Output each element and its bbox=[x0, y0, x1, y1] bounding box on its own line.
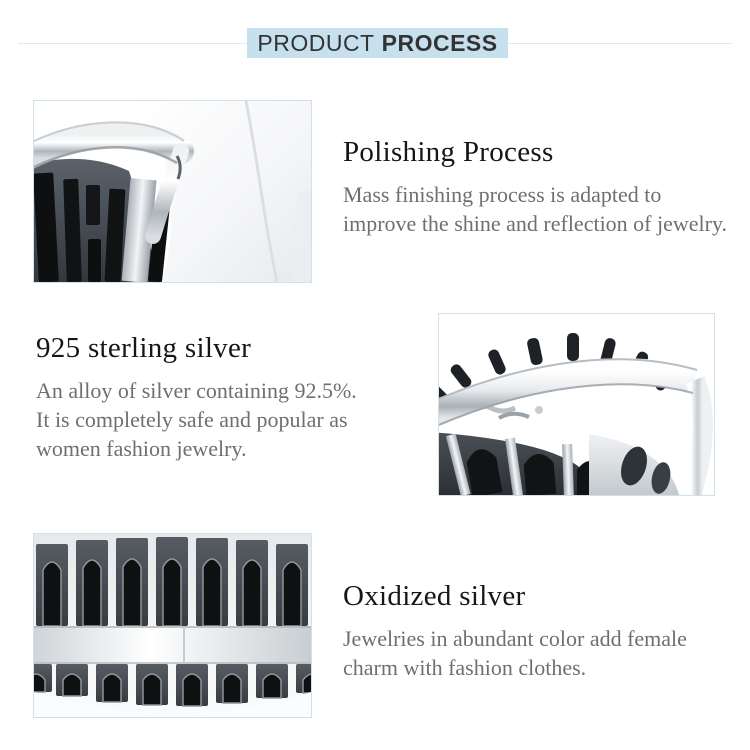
header-title-bold: PROCESS bbox=[381, 29, 498, 56]
body-line: Mass finishing process is adapted to bbox=[343, 182, 662, 207]
polishing-section-text bbox=[343, 136, 727, 238]
body-line: improve the shine and reflection of jewelry. bbox=[343, 211, 728, 236]
sterling-heading: 925 sterling silver bbox=[36, 332, 252, 364]
oxidized-section-text bbox=[343, 580, 687, 682]
polishing-heading: Polishing Process bbox=[343, 136, 554, 168]
body-line: It is completely safe and popular as bbox=[36, 407, 348, 432]
body-line: An alloy of silver containing 92.5%. bbox=[36, 378, 357, 403]
section-header-banner bbox=[247, 28, 508, 58]
body-line: charm with fashion clothes. bbox=[343, 655, 587, 680]
sterling-section-text bbox=[36, 332, 357, 463]
polished-charm-graphic bbox=[34, 101, 311, 282]
oxidized-silver-image bbox=[33, 533, 312, 718]
header-title-regular: PRODUCT bbox=[257, 29, 375, 56]
sterling-silver-image bbox=[438, 313, 715, 496]
sterling-body bbox=[36, 376, 357, 463]
polishing-process-image bbox=[33, 100, 312, 283]
body-line: Jewelries in abundant color add female bbox=[343, 626, 687, 651]
charm-arch-wall-graphic bbox=[34, 534, 311, 717]
oxidized-body bbox=[343, 624, 687, 682]
body-line: women fashion jewelry. bbox=[36, 436, 247, 461]
polishing-body bbox=[343, 180, 727, 238]
oxidized-heading: Oxidized silver bbox=[343, 580, 526, 612]
charm-top-rim-graphic bbox=[439, 314, 714, 495]
